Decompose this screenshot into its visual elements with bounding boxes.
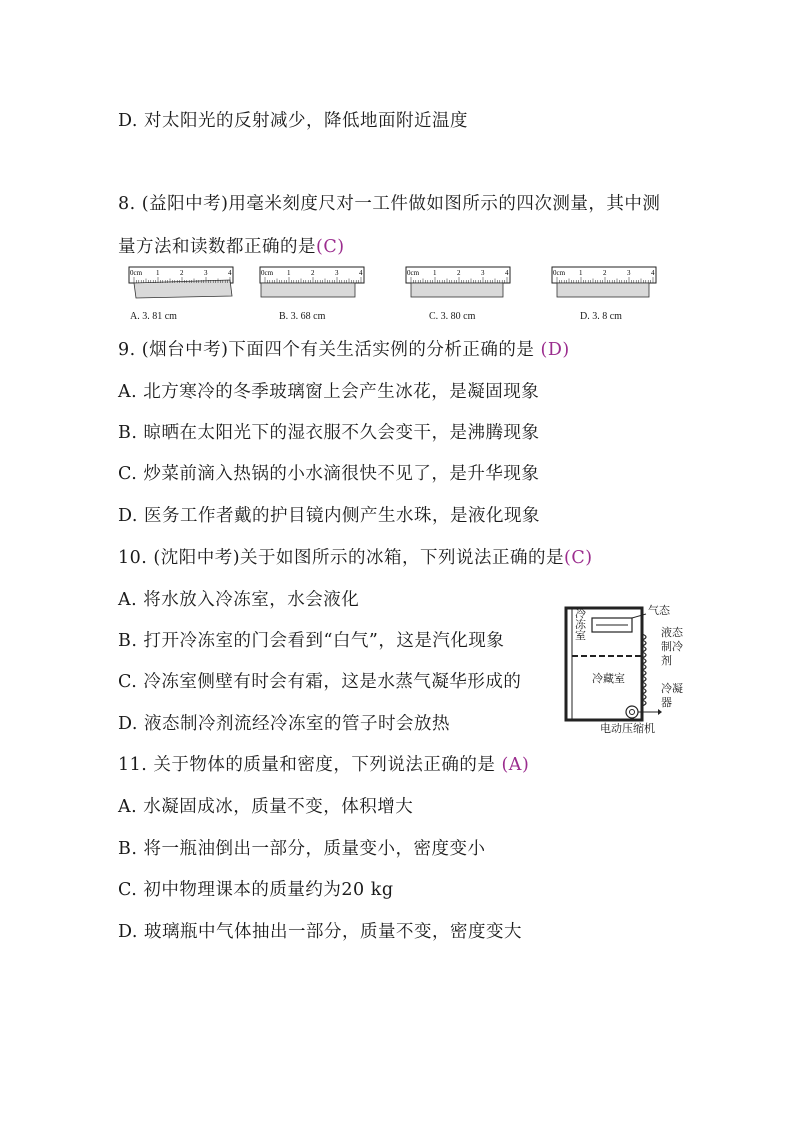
q9-option-b: B. 晾晒在太阳光下的湿衣服不久会变干，是沸腾现象 — [118, 423, 540, 443]
q10-option-d: D. 液态制冷剂流经冷冻室的管子时会放热 — [118, 714, 451, 734]
q11-option-b: B. 将一瓶油倒出一部分，质量变小，密度变小 — [118, 839, 486, 859]
q8-stem-line1: 8. (益阳中考)用毫米刻度尺对一工件做如图所示的四次测量，其中测 — [118, 194, 661, 214]
ruler-c — [405, 266, 513, 306]
ruler-tick-label: 4 — [359, 269, 363, 277]
ruler-tick-label: 0cm — [261, 269, 274, 277]
q9-stem-text: 9. (烟台中考)下面四个有关生活实例的分析正确的是 — [118, 340, 535, 360]
q10-stem — [118, 544, 593, 569]
ruler-a — [128, 266, 236, 306]
ruler-tick-label: 1 — [433, 269, 437, 277]
ruler-d — [551, 266, 659, 306]
liquid-refrigerant-label: 液态制冷剂 — [661, 626, 683, 667]
q11-option-a: A. 水凝固成冰，质量不变，体积增大 — [118, 797, 414, 817]
ruler-d-caption: D. 3. 8 cm — [580, 311, 622, 322]
freezer-label: 冷冻室 — [575, 607, 586, 642]
ruler-tick-label: 2 — [180, 269, 184, 277]
ruler-tick-label: 0cm — [407, 269, 420, 277]
ruler-tick-label: 3 — [335, 269, 339, 277]
condenser-label: 冷凝器 — [661, 682, 683, 709]
q10-option-a: A. 将水放入冷冻室，水会液化 — [118, 590, 360, 610]
q11-answer: (A) — [501, 755, 530, 775]
q10-stem-text: 10. (沈阳中考)关于如图所示的冰箱，下列说法正确的是 — [118, 548, 565, 568]
q10-option-c: C. 冷冻室侧壁有时会有霜，这是水蒸气凝华形成的 — [118, 672, 522, 692]
ruler-tick-label: 4 — [651, 269, 655, 277]
ruler-tick-label: 1 — [579, 269, 583, 277]
ruler-tick-label: 4 — [228, 269, 232, 277]
ruler-b — [259, 266, 367, 306]
gas-label: 气态 — [648, 604, 670, 617]
q9-option-c: C. 炒菜前滴入热锅的小水滴很快不见了，是升华现象 — [118, 464, 540, 484]
ruler-tick-label: 2 — [603, 269, 607, 277]
ruler-tick-label: 0cm — [553, 269, 566, 277]
ruler-c-caption: C. 3. 80 cm — [429, 311, 476, 322]
q10-option-b: B. 打开冷冻室的门会看到“白气”，这是汽化现象 — [118, 631, 505, 651]
ruler-tick-label: 3 — [481, 269, 485, 277]
q7-option-d: D. 对太阳光的反射减少，降低地面附近温度 — [118, 111, 469, 131]
fridge-room-label: 冷藏室 — [592, 672, 625, 685]
ruler-tick-label: 2 — [311, 269, 315, 277]
q8-stem-text: 量方法和读数都正确的是 — [118, 237, 316, 257]
ruler-tick-label: 1 — [156, 269, 160, 277]
q11-option-c: C. 初中物理课本的质量约为20 kg — [118, 880, 394, 900]
ruler-tick-label: 3 — [204, 269, 208, 277]
q11-option-d: D. 玻璃瓶中气体抽出一部分，质量不变，密度变大 — [118, 922, 523, 942]
q9-stem — [118, 336, 570, 361]
ruler-tick-label: 4 — [505, 269, 509, 277]
q11-stem — [118, 751, 529, 776]
q9-option-d: D. 医务工作者戴的护目镜内侧产生水珠，是液化现象 — [118, 506, 541, 526]
ruler-tick-label: 0cm — [130, 269, 143, 277]
q9-answer: (D) — [540, 340, 570, 360]
ruler-tick-label: 2 — [457, 269, 461, 277]
compressor-label: 电动压缩机 — [600, 722, 655, 735]
ruler-b-caption: B. 3. 68 cm — [279, 311, 326, 322]
ruler-tick-label: 3 — [627, 269, 631, 277]
fridge-diagram — [562, 604, 682, 734]
ruler-a-caption: A. 3. 81 cm — [130, 311, 177, 322]
q8-stem-line2 — [118, 233, 345, 258]
q8-answer: (C) — [316, 237, 345, 257]
q11-stem-text: 11. 关于物体的质量和密度，下列说法正确的是 — [118, 755, 496, 775]
q9-option-a: A. 北方寒冷的冬季玻璃窗上会产生冰花，是凝固现象 — [118, 382, 540, 402]
q10-answer: (C) — [564, 548, 593, 568]
ruler-tick-label: 1 — [287, 269, 291, 277]
